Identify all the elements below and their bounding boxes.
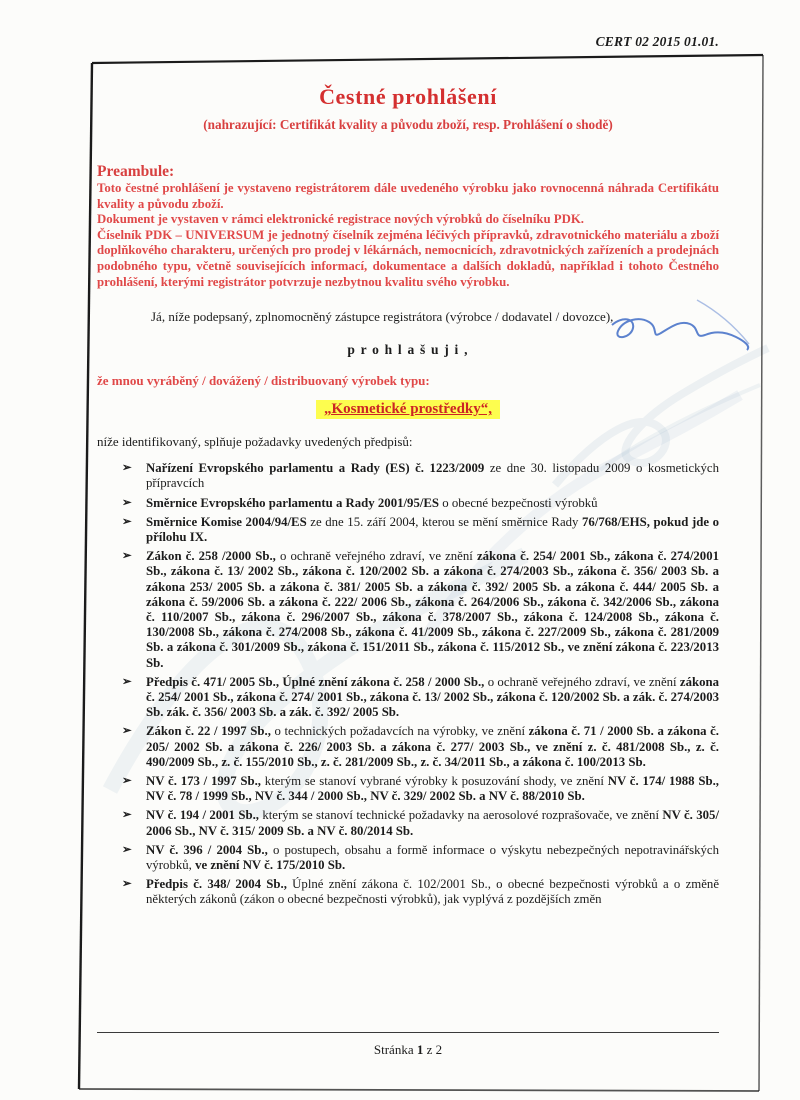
- regulation-text: NV č. 173 / 1997 Sb., kterým se stanoví vybrané výrobky k posuzování shody, ve znění NV č. 174/ 1988 Sb., NV č. 78 / 1999 Sb., NV č. 344 / 2000 Sb., NV č. 329/ 2002 Sb. a NV č. 88/2010 Sb.: [146, 774, 719, 804]
- arrow-bullet-icon: ➢: [122, 878, 132, 891]
- regulation-text: Předpis č. 471/ 2005 Sb., Úplné znění zákona č. 258 / 2000 Sb., o ochraně veřejného zdraví, ve znění zákona č. 254/ 2001 Sb., zákona č. 274/ 2001 Sb., zákona č. 13/ 2002 Sb., zákona č. 120/2002 Sb. a zák. č. 274/2003 Sb. zák. č. 356/ 2003 Sb. a zák. č. 392/ 2005 Sb.: [146, 674, 719, 720]
- preamble-paragraph: Toto čestné prohlášení je vystaveno registrátorem dále uvedeného výrobku jako rovnocenná náhrada Certifikátu kvality a původu zboží.: [97, 181, 719, 211]
- arrow-bullet-icon: ➢: [122, 515, 132, 528]
- scan-border-left: [79, 63, 92, 1089]
- preamble-text: [97, 181, 719, 290]
- regulation-text: Směrnice Evropského parlamentu a Rady 2001/95/ES o obecné bezpečnosti výrobků: [146, 495, 598, 510]
- arrow-bullet-icon: ➢: [122, 775, 132, 788]
- regulation-text: NV č. 396 / 2004 Sb., o postupech, obsahu a formě informace o výskytu nebezpečných nepotravinářských výrobků, ve znění NV č. 175/2010 Sb.: [146, 842, 719, 873]
- arrow-bullet-icon: ➢: [122, 725, 132, 738]
- regulation-item: [122, 808, 719, 838]
- regulation-text: NV č. 194 / 2001 Sb., kterým se stanoví technické požadavky na aerosolové rozprašovače, ve znění NV č. 305/ 2006 Sb., NV č. 315/ 2009 Sb. a NV č. 80/2014 Sb.: [146, 808, 719, 838]
- arrow-bullet-icon: ➢: [122, 809, 132, 822]
- regulation-text: Směrnice Komise 2004/94/ES ze dne 15. září 2004, kterou se mění směrnice Rady 76/768/EHS, pokud jde o přílohu IX.: [146, 514, 719, 544]
- declarant-intro: Já, níže podepsaný, zplnomocněný zástupce registrátora (výrobce / dodavatel / dovozce),: [151, 309, 614, 325]
- product-intro: že mnou vyráběný / dovážený / distribuovaný výrobek typu:: [97, 373, 430, 389]
- regulation-text: Předpis č. 348/ 2004 Sb., Úplné znění zákona č. 102/2001 Sb., o obecné bezpečnosti výrobků a o změně některých zákonů (zákon o obecné bezpečnosti výrobků), jak vyplývá z pozdějších změn: [146, 877, 719, 907]
- document-subtitle: (nahrazující: Certifikát kvality a původu zboží, resp. Prohlášení o shodě): [203, 117, 613, 132]
- preamble-paragraph: Číselník PDK – UNIVERSUM je jednotný číselník zejména léčivých přípravků, zdravotnického materiálu a zboží doplňkového charakteru, určených pro prodej v lékárnách, nemocnicích, zdravotnických zařízeních a prodejnách podobného typu, včetně souvisejících informací, dokumentace a dalších dokladů, například i tohoto Čestného prohlášení, kterými registrátor potvrzuje nezbytnou kvalitu svého výrobku.: [97, 227, 719, 289]
- arrow-bullet-icon: ➢: [122, 550, 132, 563]
- document-content: [97, 34, 719, 912]
- arrow-bullet-icon: ➢: [122, 462, 132, 475]
- arrow-bullet-icon: ➢: [122, 843, 132, 856]
- regulation-text: Zákon č. 22 / 1997 Sb., o technických požadavcích na výrobky, ve znění zákona č. 71 / 2000 Sb. a zákona č. 205/ 2002 Sb. a zákona č. 226/ 2003 Sb. a zákona č. 277/ 2003 Sb., ve znění z. č. 481/2008 Sb., z. č. 490/2009 Sb., z. č. 155/2010 Sb., z. č. 281/2009 Sb., z. č. 34/2011 Sb., a zákona č. 100/2013 Sb.: [146, 724, 719, 769]
- preamble-paragraph: Dokument je vystaven v rámci elektronické registrace nových výrobků do číselníku PDK.: [97, 212, 584, 227]
- product-name-row: [97, 400, 719, 419]
- regulations-list: [122, 461, 719, 907]
- scan-border-right: [759, 55, 763, 1091]
- arrow-bullet-icon: ➢: [122, 496, 132, 509]
- regulation-item: [122, 461, 719, 491]
- regulation-item: [122, 675, 719, 721]
- declaration-verb: p r o h l a š u j i ,: [347, 342, 469, 358]
- regulation-item: [122, 843, 719, 873]
- scan-border-bottom: [79, 1089, 759, 1091]
- regulation-item: [122, 549, 719, 671]
- page-number-text: Stránka 1 z 2: [373, 1042, 443, 1057]
- page-footer: [97, 1032, 719, 1058]
- arrow-bullet-icon: ➢: [122, 675, 132, 688]
- preamble-heading: Preambule:: [97, 163, 175, 180]
- regulation-text: Nařízení Evropského parlamentu a Rady (ES) č. 1223/2009 ze dne 30. listopadu 2009 o kosmetických přípravcích: [146, 461, 720, 491]
- product-name-highlighted: „Kosmetické prostředky“,: [316, 400, 500, 419]
- regulation-item: [122, 496, 719, 511]
- regulation-item: [122, 774, 719, 804]
- compliance-intro: níže identifikovaný, splňuje požadavky uvedených předpisů:: [97, 434, 413, 450]
- regulation-item: [122, 877, 719, 907]
- regulation-item: [122, 724, 719, 770]
- document-code: CERT 02 2015 01.01.: [595, 34, 719, 49]
- document-title: Čestné prohlášení: [319, 84, 497, 109]
- regulation-text: Zákon č. 258 /2000 Sb., o ochraně veřejného zdraví, ve znění zákona č. 254/ 2001 Sb., zákona č. 274/2001 Sb., zákona č. 13/ 2002 Sb., zákona č. 120/2002 Sb. a zákona č. 274/2003 Sb., zákona č. 356/ 2003 Sb. a zákona 253/ 2005 Sb. a zákona č. 381/ 2005 Sb. a zákona č. 392/ 2005 Sb. a zákona č. 444/ 2005 Sb. a zákona č. 59/2006 Sb. a zákona č. 222/ 2006 Sb., zákona č. 264/2006 Sb., zákona č. 342/2006 Sb., zákona č. 110/2007 Sb., zákona č. 296/2007 Sb., zákona č. 378/2007 Sb., zákona č. 124/2008 Sb., zákona č. 130/2008 Sb., zákona č. 274/2008 Sb., zákona č. 41/2009 Sb., zákona č. 227/2009 Sb., zákona č. 281/2009 Sb. a zákona č. 301/2009 Sb., zákona č. 151/2011 Sb., zákona č. 115/2012 Sb., ve znění zákona č. 223/2013 Sb.: [146, 549, 719, 670]
- regulation-item: [122, 515, 719, 545]
